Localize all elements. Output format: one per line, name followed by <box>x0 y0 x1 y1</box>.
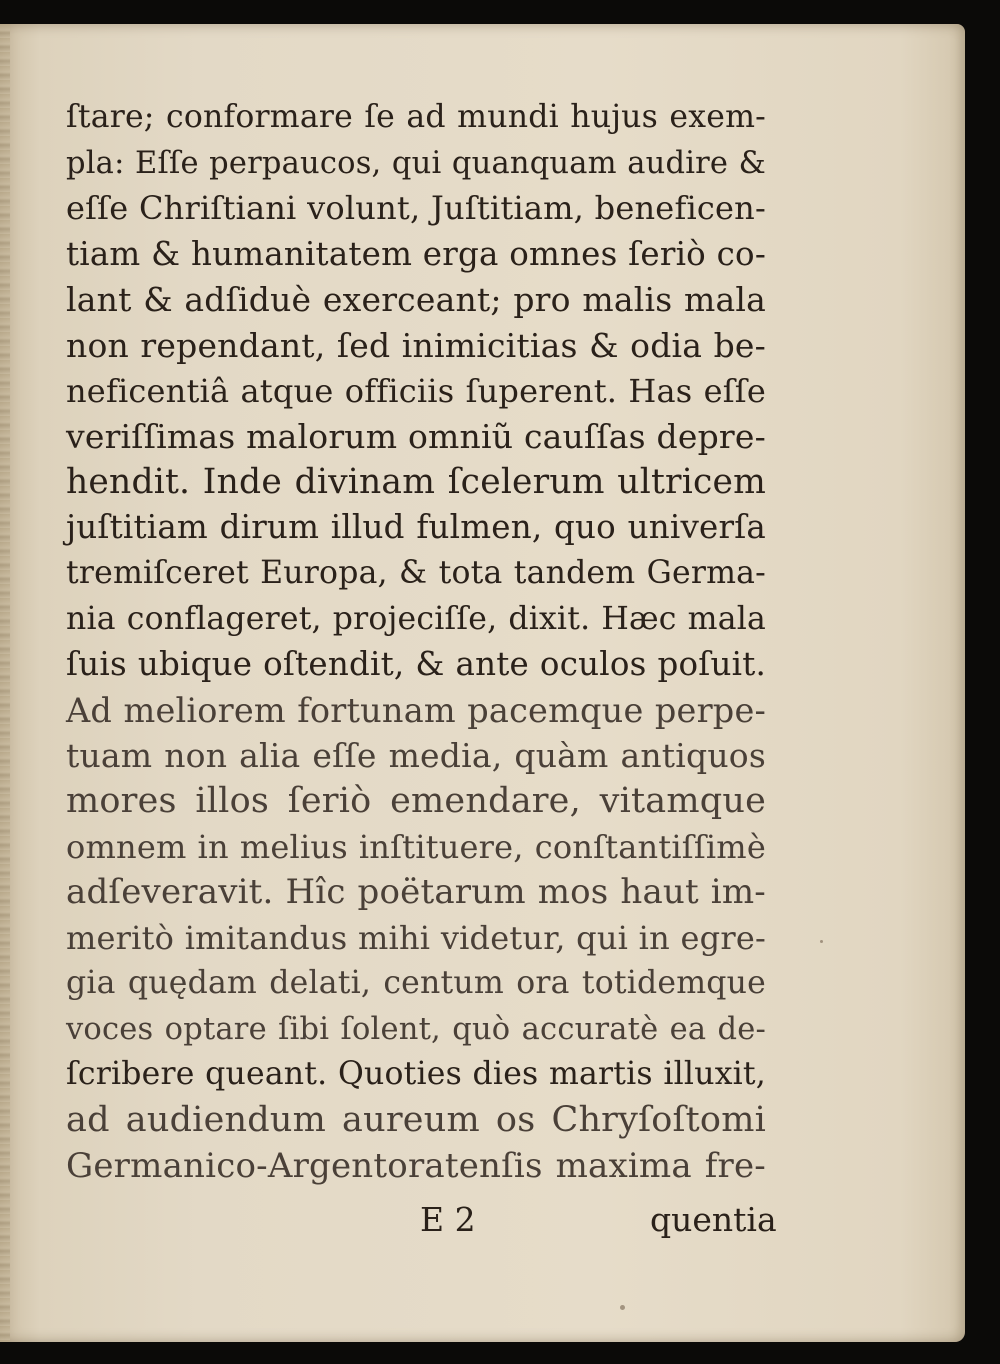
text-line: ad audiendum aureum os Chryſoſtomi <box>66 1100 766 1141</box>
text-line: gia quędam delati, centum ora totidemque <box>66 965 766 1002</box>
text-line: tuam non alia eſſe media, quàm antiquos <box>66 736 766 776</box>
text-line: meritò imitandus mihi videtur, qui in egre- <box>66 918 766 957</box>
text-line: Ad meliorem fortunam pacemque perpe- <box>66 690 766 730</box>
text-line: eſſe Chriſtiani volunt, Juſtitiam, beneficen- <box>66 189 766 228</box>
text-line: non rependant, ſed inimicitias & odia be- <box>66 325 766 365</box>
text-line: neficentiâ atque officiis ſuperent. Has eſſe <box>66 371 766 410</box>
paper-speck <box>620 1305 625 1310</box>
page-footer <box>0 1200 965 1250</box>
catchword: quentia <box>650 1200 777 1239</box>
text-line: mores illos ſeriò emendare, vitamque <box>66 780 766 821</box>
text-line: tremiſceret Europa, & tota tandem Germa- <box>66 554 766 591</box>
signature-mark: E 2 <box>420 1200 476 1239</box>
text-line: Germanico-Argentoratenſis maxima fre- <box>66 1145 766 1186</box>
text-line: ſtare; conformare ſe ad mundi hujus exem- <box>66 99 766 135</box>
text-line: tiam & humanitatem erga omnes ſeriò co- <box>66 234 766 273</box>
text-line: ſuis ubique oſtendit, & ante oculos poſuit. <box>66 645 766 684</box>
text-line: veriſſimas malorum omniũ cauſſas depre- <box>66 417 766 457</box>
text-line: hendit. Inde divinam ſcelerum ultricem <box>66 461 766 502</box>
paper-speck <box>820 940 823 943</box>
text-line: ſcribere queant. Quoties dies martis illuxit, <box>66 1056 766 1093</box>
text-line: nia conflageret, projeciſſe, dixit. Hæc mala <box>66 600 766 637</box>
page-gutter-edge <box>0 24 10 1342</box>
text-line: pla: Eſſe perpaucos, qui quanquam audire & <box>66 145 766 181</box>
text-line: juſtitiam dirum illud fulmen, quo univerſa <box>66 508 766 547</box>
text-line: omnem in melius inſtituere, conſtantiſſimè <box>66 827 766 866</box>
text-line: adſeveravit. Hîc poëtarum mos haut im- <box>66 872 766 913</box>
text-line: voces optare ſibi ſolent, quò accuratè ea de- <box>66 1011 766 1047</box>
body-text <box>66 95 766 1189</box>
text-line: lant & adſiduè exerceant; pro malis mala <box>66 280 766 320</box>
